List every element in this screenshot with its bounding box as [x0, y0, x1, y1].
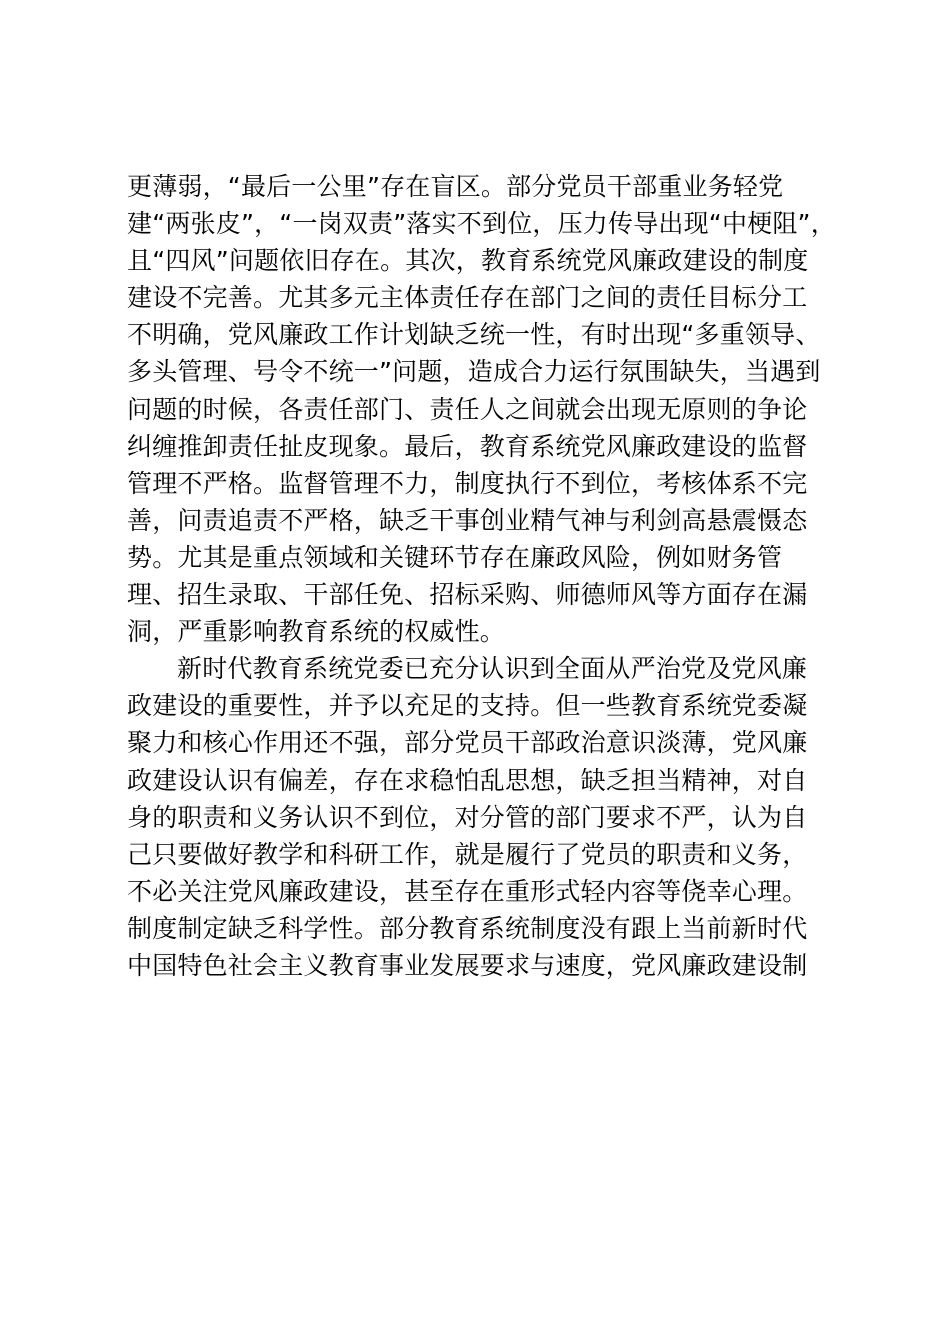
text-line: 己只要做好教学和科研工作，就是履行了党员的职责和义务，: [127, 839, 808, 869]
text-line: 且“四风”问题依旧存在。其次，教育系统党风廉政建设的制度: [127, 246, 809, 276]
text-line: 中国特色社会主义教育事业发展要求与速度，党风廉政建设制: [127, 950, 808, 980]
text-line: 建设不完善。尤其多元主体责任存在部门之间的责任目标分工: [127, 283, 808, 313]
text-line: 理、招生录取、干部任免、招标采购、师德师风等方面存在漏: [127, 580, 808, 610]
text-line: 势。尤其是重点领域和关键环节存在廉政风险，例如财务管: [127, 542, 783, 572]
text-line: 多头管理、号令不统一”问题，造成合力运行氛围缺失，当遇到: [127, 357, 821, 387]
text-line: 政建设认识有偏差，存在求稳怕乱思想，缺乏担当精神，对自: [127, 765, 808, 795]
text-line: 更薄弱，“最后一公里”存在盲区。部分党员干部重业务轻党: [127, 172, 784, 201]
text-line: 管理不严格。监督管理不力，制度执行不到位，考核体系不完: [127, 468, 808, 498]
text-line: 不明确，党风廉政工作计划缺乏统一性，有时出现“多重领导、: [127, 320, 821, 350]
text-line: 不必关注党风廉政建设，甚至存在重形式轻内容等侥幸心理。: [127, 876, 808, 906]
text-line: 纠缠推卸责任扯皮现象。最后，教育系统党风廉政建设的监督: [127, 431, 808, 461]
text-line: 聚力和核心作用还不强，部分党员干部政治意识淡薄，党风廉: [127, 728, 808, 758]
paragraph-1: [127, 168, 847, 650]
text-line: 身的职责和义务认识不到位，对分管的部门要求不严，认为自: [127, 802, 808, 832]
text-line: 问题的时候，各责任部门、责任人之间就会出现无原则的争论: [127, 394, 808, 424]
text-line: 洞，严重影响教育系统的权威性。: [127, 617, 506, 647]
paragraph-2: [127, 650, 847, 984]
text-line: 政建设的重要性，并予以充足的支持。但一些教育系统党委凝: [127, 691, 808, 721]
text-line: 新时代教育系统党委已充分认识到全面从严治党及党风廉: [177, 654, 808, 684]
text-line: 建“两张皮”，“一岗双责”落实不到位，压力传导出现“中梗阻”，: [127, 209, 836, 239]
body-text: [127, 168, 847, 984]
text-line: 制度制定缺乏科学性。部分教育系统制度没有跟上当前新时代: [127, 913, 808, 943]
text-line: 善，问责追责不严格，缺乏干事创业精气神与利剑高悬震慑态: [127, 505, 808, 535]
